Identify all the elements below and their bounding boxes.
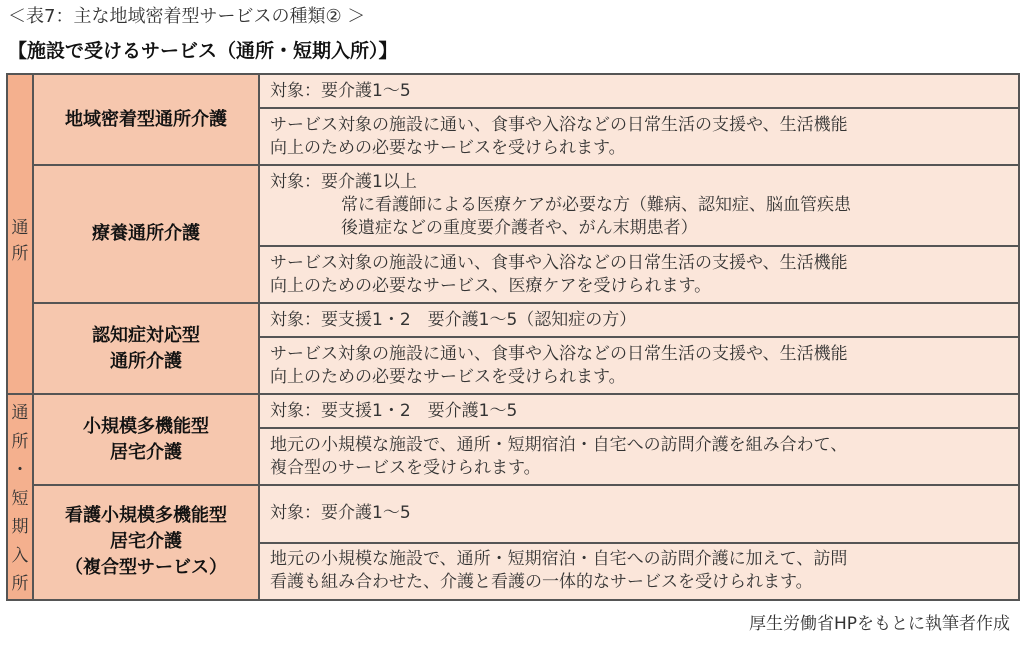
- service-target: 対象：要支援1・2 要介護1～5（認知症の方）: [259, 303, 1019, 337]
- service-target: 対象：要介護1以上 常に看護師による医療ケアが必要な方（難病、認知症、脳血管疾患 後遺症などの重度要介護者や、がん末期患者）: [259, 165, 1019, 246]
- table-row: [7, 394, 1019, 428]
- service-description: サービス対象の施設に通い、食事や入浴などの日常生活の支援や、生活機能 向上のための必要なサービス、医療ケアを受けられます。: [259, 246, 1019, 303]
- service-name: 看護小規模多機能型 居宅介護 （複合型サービス）: [33, 485, 259, 600]
- table-row: [7, 165, 1019, 246]
- source-note: 厚生労働省HPをもとに執筆者作成: [748, 614, 1010, 634]
- table-row: [7, 303, 1019, 337]
- group-label-tsusho-tanki: [7, 394, 33, 600]
- group-label-tsusho: [7, 74, 33, 394]
- table-caption: ＜表7：主な地域密着型サービスの種類② ＞: [8, 6, 366, 27]
- service-name: 地域密着型通所介護: [33, 74, 259, 165]
- service-description: 地元の小規模な施設で、通所・短期宿泊・自宅への訪問介護を組み合わて、 複合型のサービスを受けられます。: [259, 428, 1019, 485]
- service-description: 地元の小規模な施設で、通所・短期宿泊・自宅への訪問介護に加えて、訪問 看護も組み合わせた、介護と看護の一体的なサービスを受けられます。: [259, 543, 1019, 600]
- service-description: サービス対象の施設に通い、食事や入浴などの日常生活の支援や、生活機能 向上のための必要なサービスを受けられます。: [259, 337, 1019, 394]
- group-label-text: 通 所 ・ 短 期 入 所: [11, 403, 29, 594]
- table-row: [7, 74, 1019, 108]
- service-target: 対象：要介護1～5: [259, 485, 1019, 543]
- service-name: 小規模多機能型 居宅介護: [33, 394, 259, 485]
- group-label-text: 通 所: [11, 218, 29, 264]
- service-target: 対象：要支援1・2 要介護1～5: [259, 394, 1019, 428]
- service-name: 療養通所介護: [33, 165, 259, 303]
- section-title: 【施設で受けるサービス（通所・短期入所）】: [8, 40, 398, 62]
- services-table: [6, 73, 1020, 601]
- service-target: 対象：要介護1～5: [259, 74, 1019, 108]
- table-row: [7, 485, 1019, 543]
- service-name: 認知症対応型 通所介護: [33, 303, 259, 394]
- service-description: サービス対象の施設に通い、食事や入浴などの日常生活の支援や、生活機能 向上のための必要なサービスを受けられます。: [259, 108, 1019, 165]
